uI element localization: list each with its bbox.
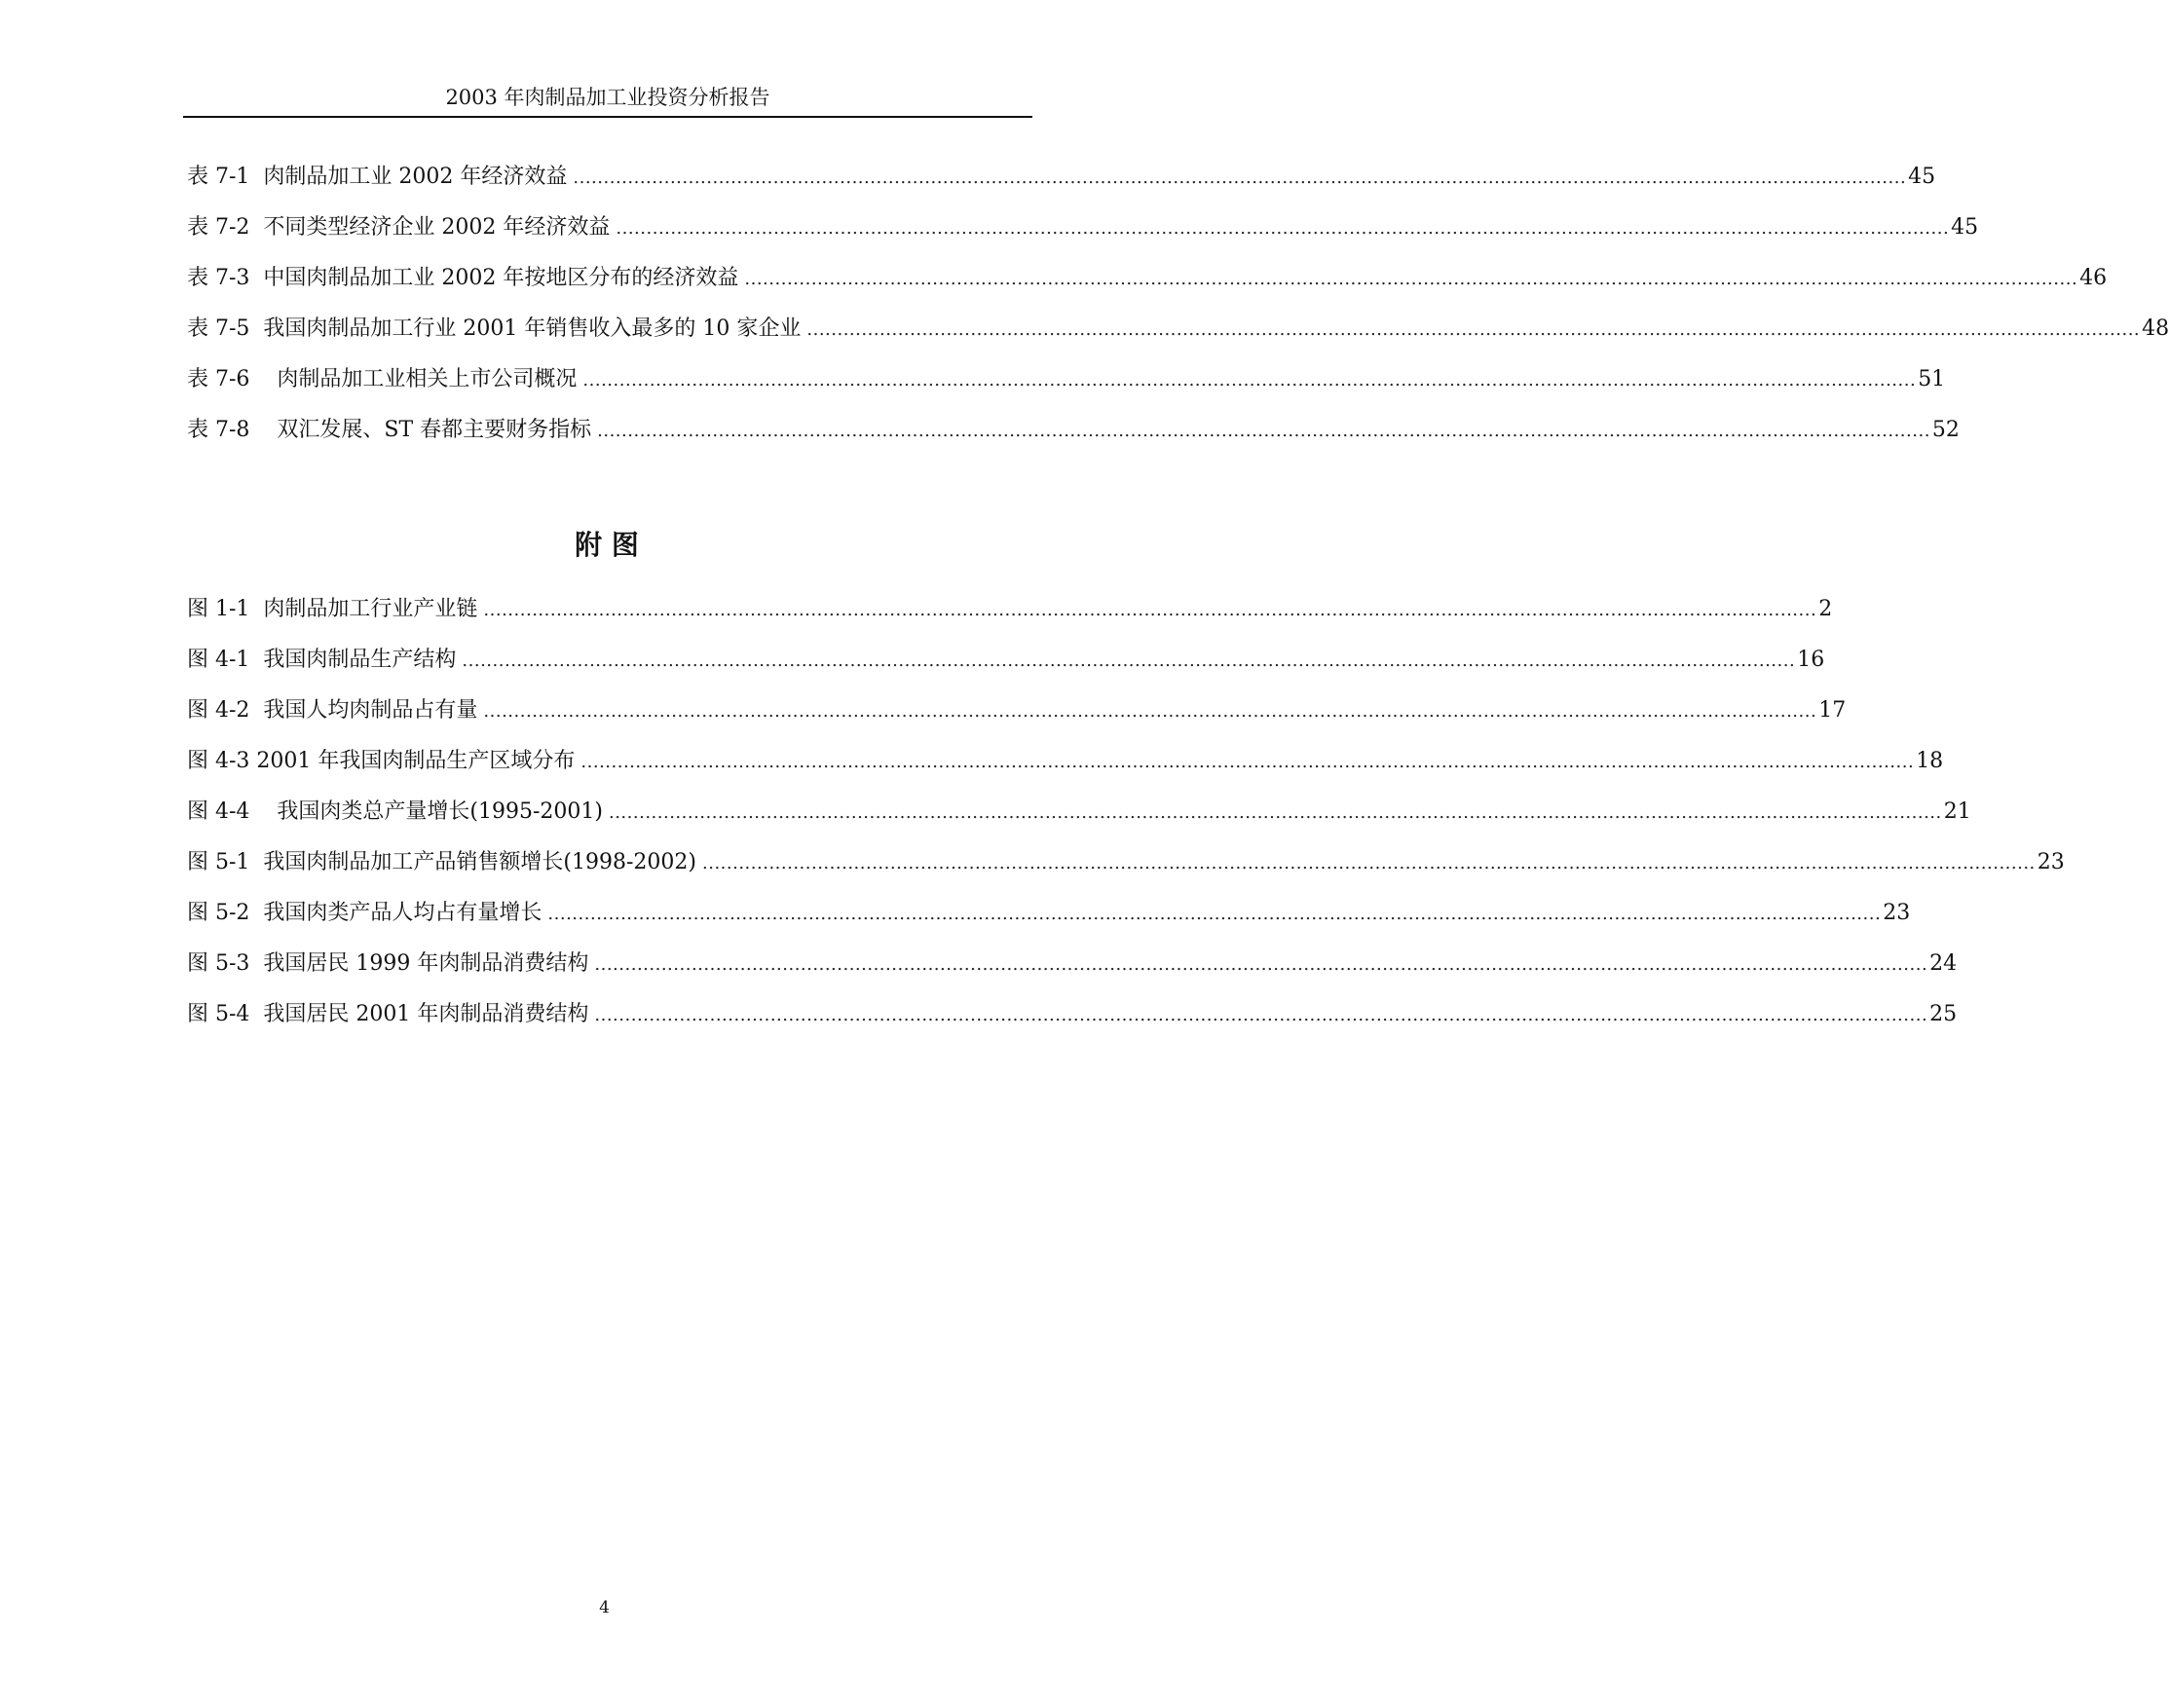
toc-entry-figure-4-2[interactable] bbox=[187, 697, 1847, 748]
toc-entry-page: 48 bbox=[2142, 316, 2169, 341]
toc-entry-page: 16 bbox=[1797, 648, 1825, 672]
dot-leader: ............................................................................................................................................................................................................................ bbox=[483, 701, 1817, 722]
toc-entry-table-7-3[interactable] bbox=[187, 265, 2108, 316]
dot-leader: ............................................................................................................................................................................................................................ bbox=[608, 802, 1942, 823]
page-header-title: 2003 年肉制品加工业投资分析报告 bbox=[445, 86, 770, 109]
toc-entry-label: 图 4-1 我国肉制品生产结构 bbox=[187, 648, 457, 672]
dot-leader: ............................................................................................................................................................................................................................ bbox=[702, 853, 2036, 873]
toc-entry-figure-5-4[interactable] bbox=[187, 1001, 1958, 1052]
toc-entry-label: 图 1-1 肉制品加工行业产业链 bbox=[187, 597, 478, 621]
toc-entry-table-7-6[interactable] bbox=[187, 366, 1946, 417]
toc-entry-page: 17 bbox=[1818, 698, 1847, 723]
toc-entry-page: 25 bbox=[1929, 1002, 1958, 1026]
toc-entry-label: 表 7-2 不同类型经济企业 2002 年经济效益 bbox=[187, 215, 611, 240]
dot-leader: ............................................................................................................................................................................................................................ bbox=[597, 421, 1930, 441]
tables-list bbox=[187, 164, 2169, 467]
toc-entry-table-7-2[interactable] bbox=[187, 214, 1979, 265]
toc-entry-page: 45 bbox=[1951, 215, 1979, 240]
toc-entry-figure-4-4[interactable] bbox=[187, 798, 1971, 849]
toc-entry-page: 23 bbox=[2037, 850, 2065, 874]
toc-entry-page: 52 bbox=[1931, 418, 1960, 442]
figures-section-title: 附 图 bbox=[575, 529, 639, 561]
toc-entry-label: 表 7-5 我国肉制品加工行业 2001 年销售收入最多的 10 家企业 bbox=[187, 316, 802, 341]
toc-entry-page: 23 bbox=[1883, 901, 1911, 925]
dot-leader: ............................................................................................................................................................................................................................ bbox=[594, 954, 1928, 975]
toc-entry-label: 图 5-2 我国肉类产品人均占有量增长 bbox=[187, 901, 542, 925]
toc-entry-figure-5-1[interactable] bbox=[187, 849, 2065, 900]
toc-entry-label: 图 4-3 2001 年我国肉制品生产区域分布 bbox=[187, 749, 576, 773]
toc-entry-figure-5-3[interactable] bbox=[187, 950, 1958, 1001]
toc-entry-figure-1-1[interactable] bbox=[187, 596, 1833, 647]
dot-leader: ............................................................................................................................................................................................................................ bbox=[806, 319, 2141, 340]
toc-entry-label: 表 7-6 肉制品加工业相关上市公司概况 bbox=[187, 367, 578, 391]
toc-entry-label: 图 5-3 我国居民 1999 年肉制品消费结构 bbox=[187, 951, 589, 976]
toc-entry-table-7-1[interactable] bbox=[187, 164, 1936, 214]
toc-entry-page: 24 bbox=[1929, 951, 1958, 976]
toc-entry-label: 图 4-4 我国肉类总产量增长(1995-2001) bbox=[187, 799, 603, 824]
dot-leader: ............................................................................................................................................................................................................................ bbox=[483, 600, 1817, 620]
toc-entry-figure-4-1[interactable] bbox=[187, 647, 1825, 697]
figures-list bbox=[187, 596, 2065, 1052]
dot-leader: ............................................................................................................................................................................................................................ bbox=[547, 904, 1882, 924]
toc-entry-page: 2 bbox=[1818, 597, 1833, 621]
dot-leader: ............................................................................................................................................................................................................................ bbox=[582, 370, 1917, 390]
toc-entry-label: 表 7-1 肉制品加工业 2002 年经济效益 bbox=[187, 165, 568, 189]
dot-leader: ............................................................................................................................................................................................................................ bbox=[616, 218, 1950, 239]
header-divider bbox=[183, 116, 1032, 118]
toc-entry-page: 18 bbox=[1916, 749, 1944, 773]
toc-entry-page: 45 bbox=[1908, 165, 1936, 189]
toc-entry-table-7-8[interactable] bbox=[187, 417, 1960, 467]
toc-entry-label: 表 7-8 双汇发展、ST 春都主要财务指标 bbox=[187, 418, 592, 442]
page-number: 4 bbox=[599, 1598, 610, 1617]
toc-entry-page: 46 bbox=[2079, 266, 2108, 290]
toc-entry-figure-4-3[interactable] bbox=[187, 748, 1944, 798]
toc-entry-label: 表 7-3 中国肉制品加工业 2002 年按地区分布的经济效益 bbox=[187, 266, 739, 290]
dot-leader: ............................................................................................................................................................................................................................ bbox=[573, 167, 1907, 188]
dot-leader: ............................................................................................................................................................................................................................ bbox=[462, 650, 1796, 671]
toc-entry-table-7-5[interactable] bbox=[187, 316, 2169, 366]
dot-leader: ............................................................................................................................................................................................................................ bbox=[594, 1005, 1928, 1025]
toc-entry-figure-5-2[interactable] bbox=[187, 900, 1911, 950]
toc-entry-label: 图 5-1 我国肉制品加工产品销售额增长(1998-2002) bbox=[187, 850, 696, 874]
toc-entry-page: 21 bbox=[1943, 799, 1971, 824]
toc-entry-label: 图 5-4 我国居民 2001 年肉制品消费结构 bbox=[187, 1002, 589, 1026]
toc-entry-label: 图 4-2 我国人均肉制品占有量 bbox=[187, 698, 478, 723]
dot-leader: ............................................................................................................................................................................................................................ bbox=[580, 752, 1915, 772]
toc-entry-page: 51 bbox=[1918, 367, 1946, 391]
dot-leader: ............................................................................................................................................................................................................................ bbox=[744, 269, 2078, 289]
